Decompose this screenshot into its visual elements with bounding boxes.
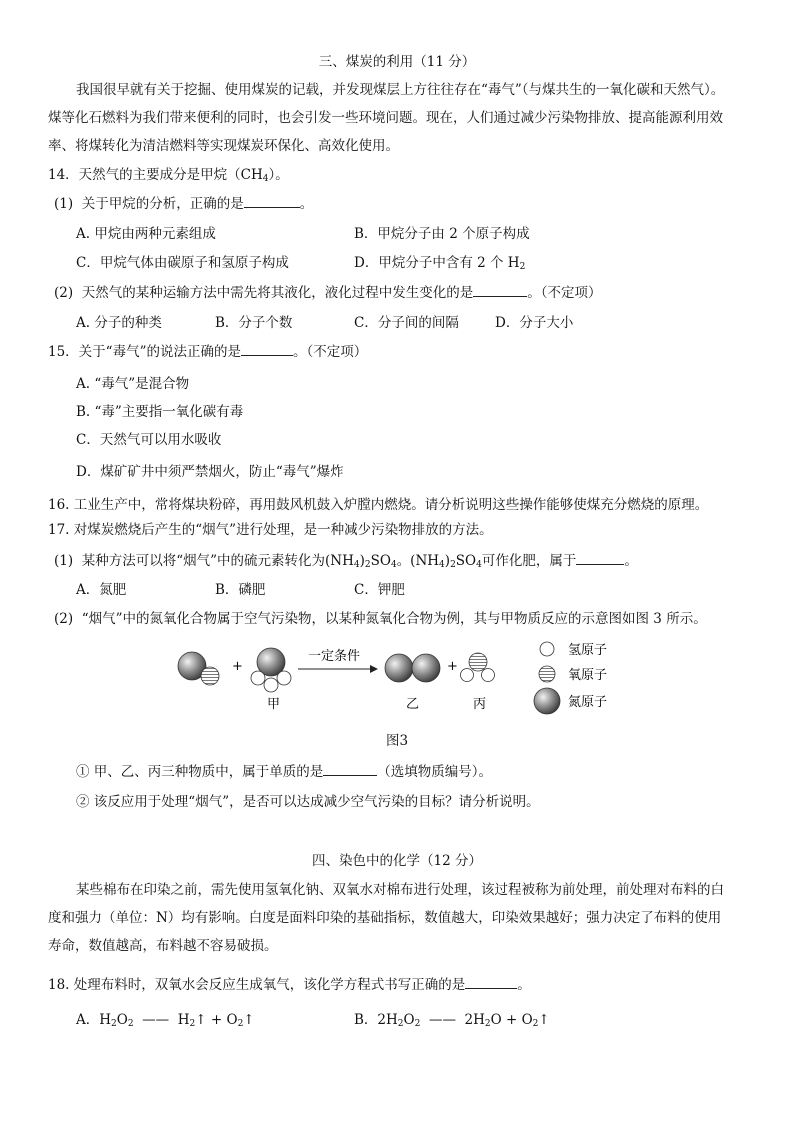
option-b: B．分子个数: [215, 315, 293, 331]
label-bing: 丙: [473, 697, 487, 712]
option-a: A. 分子的种类: [76, 315, 162, 331]
question-18-stem: 18. 处理布料时，双氧水会反应生成氧气，该化学方程式书写正确的是 。: [48, 977, 531, 993]
option-a: A. “毒气”是混合物: [76, 376, 190, 392]
option-d: D．煤矿矿井中须严禁烟火，防止“毒气”爆炸: [76, 464, 344, 480]
plus-sign: +: [232, 659, 243, 674]
question-16: 16. 工业生产中，常将煤块粉碎，再用鼓风机鼓入炉膛内燃烧。请分析说明这些操作能够使煤充分燃烧的原理。: [48, 497, 709, 513]
intro-line: 率、将煤转化为清洁燃料等实现煤炭环保化、高效化使用。: [48, 138, 399, 154]
section-title: 四、染色中的化学（12 分）: [312, 853, 482, 869]
intro-line: 某些棉布在印染之前，需先使用氢氧化钠、双氧水对棉布进行处理，该过程被称为前处理，前处理对布料的白: [76, 882, 724, 898]
intro-line: 煤等化石燃料为我们带来便利的同时，也会引发一些环境问题。现在，人们通过减少污染物排放、提高能源利用效: [48, 110, 723, 126]
hydrogen-atom: [251, 671, 265, 685]
option-a: A. 甲烷由两种元素组成: [76, 226, 216, 242]
hydrogen-legend-icon: [540, 642, 554, 656]
option-a: A．$H_2O_2$ —— $H_2↑$ + $O_2↑$: [76, 1012, 255, 1029]
answer-blank[interactable]: [576, 552, 624, 565]
oxygen-atom: [201, 667, 219, 685]
intro-line: 度和强力（单位：N）均有影响。白度是面料印染的基础指标，数值越大，印染效果越好；强力决定了布料的使用: [48, 910, 722, 926]
label-yi: 乙: [406, 697, 420, 712]
nitrogen-atom: [412, 654, 440, 682]
question-17-stem: 17. 对煤炭燃烧后产生的“烟气”进行处理，是一种减少污染物排放的方法。: [48, 522, 493, 538]
molecule-nh3: [251, 648, 291, 692]
option-c: C．钾肥: [354, 582, 405, 598]
oxygen-legend-icon: [539, 666, 555, 682]
legend: [534, 642, 607, 714]
label-jia: 甲: [267, 697, 281, 712]
option-b: B．磷肥: [215, 582, 266, 598]
answer-blank[interactable]: [244, 195, 300, 208]
option-a: A．氮肥: [76, 582, 127, 598]
intro-line: 寿命，数值越高，布料越不容易破损。: [48, 938, 278, 954]
section-title: 三、煤炭的利用（11 分）: [318, 54, 476, 70]
option-c: C．分子间的间隔: [354, 315, 459, 331]
question-14-stem: 14．天然气的主要成分是甲烷$(CH_4)$。: [48, 167, 289, 184]
option-c: C．天然气可以用水吸收: [76, 432, 222, 448]
hydrogen-atom: [277, 671, 291, 685]
molecule-yi: [385, 654, 440, 682]
question-17-sub2: ② 该反应用于处理“烟气”，是否可以达成减少空气污染的目标？请分析说明。: [76, 794, 540, 810]
molecule-jia: [178, 652, 219, 685]
answer-blank[interactable]: [241, 343, 293, 356]
hydrogen-atom: [264, 678, 278, 692]
arrow-head: [370, 665, 378, 673]
question-17-part2: (2) “烟气”中的氮氧化合物属于空气污染物，以某种氮氧化合物为例，其与甲物质反应的示意图如图 3 所示。: [54, 611, 707, 627]
intro-line: 我国很早就有关于挖掘、使用煤炭的记载，并发现煤层上方往往存在“毒气”（与煤共生的一氧化碳和天然气）。: [76, 82, 725, 98]
hydrogen-atom: [482, 669, 495, 682]
figure-caption: 图3: [385, 733, 409, 749]
question-14-part1: (1) 关于甲烷的分析，正确的是 。: [54, 196, 314, 212]
legend-hydrogen: 氢原子: [568, 643, 608, 658]
option-c: C．甲烷气体由碳原子和氢原子构成: [76, 255, 289, 271]
answer-blank[interactable]: [473, 284, 527, 297]
question-14-part2: (2) 天然气的某种运输方法中需先将其液化，液化过程中发生变化的是 。（不定项）: [54, 285, 602, 301]
option-d: D．分子大小: [495, 315, 574, 331]
legend-oxygen: 氧原子: [568, 668, 608, 683]
option-b: B．$2H_2O_2$ —— $2H_2O$ + $O_2↑$: [354, 1012, 550, 1029]
answer-blank[interactable]: [465, 976, 517, 989]
reaction-diagram: [170, 640, 630, 720]
option-b: B．甲烷分子由 2 个原子构成: [354, 226, 530, 242]
answer-blank[interactable]: [323, 763, 377, 776]
question-15-stem: 15．关于“毒气”的说法正确的是 。（不定项）: [48, 344, 368, 360]
hydrogen-atom: [461, 669, 474, 682]
question-17-sub1: ① 甲、乙、丙三种物质中，属于单质的是 （选填物质编号）。: [76, 764, 493, 780]
nitrogen-legend-icon: [534, 688, 560, 714]
legend-nitrogen: 氮原子: [568, 695, 608, 710]
arrow-label: 一定条件: [308, 649, 361, 664]
nitrogen-atom: [385, 654, 413, 682]
oxygen-atom: [469, 653, 487, 671]
option-b: B. “毒”主要指一氧化碳有毒: [76, 404, 244, 420]
plus-sign: +: [447, 659, 458, 674]
molecule-bing: [461, 653, 495, 682]
option-d: D．甲烷分子中含有 2 个 $H_2$: [354, 255, 526, 272]
question-17-part1: (1) 某种方法可以将“烟气”中的硫元素转化为$(NH_4)_2SO_4$。$(NH_4)_2SO_4$可作化肥，属于 。: [54, 553, 638, 570]
